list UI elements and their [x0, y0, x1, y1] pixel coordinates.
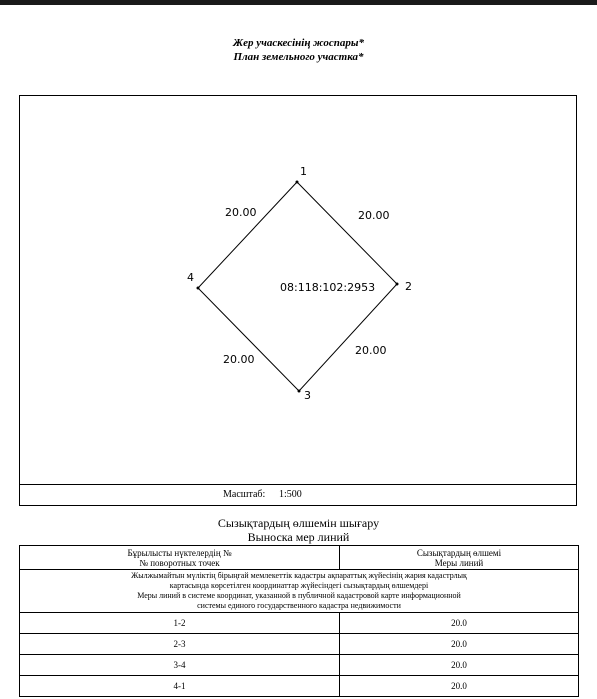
segment-length-2-3: 20.00	[355, 344, 387, 357]
top-border-bar	[0, 0, 597, 5]
header-points-column	[20, 546, 340, 570]
table-header-row	[20, 546, 579, 570]
note-kz-line-2: картасында көрсетілген координаттар жүйесіндегі сызықтардың өлшемдері	[169, 581, 429, 590]
segment-length-1-2: 20.00	[358, 209, 390, 222]
header-points-kz: Бұрылысты нүктелердің №	[127, 547, 232, 558]
header-points-ru: № поворотных точек	[139, 557, 220, 568]
coordinate-system-note	[20, 570, 579, 613]
row-points: 4-1	[20, 676, 340, 697]
land-plan-frame	[19, 95, 577, 506]
segment-length-4-1: 20.00	[225, 206, 257, 219]
row-points: 2-3	[20, 634, 340, 655]
header-length-kz: Сызықтардың өлшемі	[416, 547, 502, 558]
section-title-ru: Выноска мер линий	[247, 530, 350, 544]
line-measures-table	[19, 545, 579, 697]
row-points: 1-2	[20, 613, 340, 634]
vertex-label-2: 2	[405, 280, 412, 293]
vertex-label-3: 3	[304, 389, 311, 402]
table-note-row	[20, 570, 579, 613]
land-plot-drawing	[20, 96, 576, 484]
vertex-marker-3	[298, 390, 301, 393]
scale-row	[20, 484, 576, 505]
scale-value: 1:500	[279, 489, 302, 500]
row-length: 20.0	[340, 655, 579, 676]
page-title-ru: План земельного участка*	[233, 51, 364, 63]
note-ru-line-2: системы единого государственного кадастра недвижимости	[197, 601, 401, 610]
section-title-kz: Сызықтардың өлшемін шығару	[217, 516, 380, 530]
table-row	[20, 655, 579, 676]
row-length: 20.0	[340, 676, 579, 697]
vertex-marker-4	[197, 287, 200, 290]
header-length-ru: Меры линий	[434, 557, 484, 568]
note-ru-line-1: Меры линий в системе координат, указанной в публичной кадастровой карте информационной	[137, 591, 461, 600]
page-title-kz: Жер учаскесінің жоспары*	[232, 37, 365, 49]
vertex-label-4: 4	[187, 271, 194, 284]
row-length: 20.0	[340, 634, 579, 655]
table-row	[20, 634, 579, 655]
vertex-marker-1	[296, 181, 299, 184]
segment-length-3-4: 20.00	[223, 353, 255, 366]
vertex-label-1: 1	[300, 165, 307, 178]
cadastral-number: 08:118:102:2953	[280, 281, 376, 294]
scale-label: Масштаб:	[223, 489, 266, 500]
table-row	[20, 676, 579, 697]
vertex-marker-2	[396, 283, 399, 286]
note-kz-line-1: Жылжымайтын мүліктің бірыңғай мемлекеттік кадастры ақпараттық жүйесінің жария кадастрлық	[131, 571, 467, 580]
header-length-column	[340, 546, 579, 570]
row-length: 20.0	[340, 613, 579, 634]
table-row	[20, 613, 579, 634]
row-points: 3-4	[20, 655, 340, 676]
